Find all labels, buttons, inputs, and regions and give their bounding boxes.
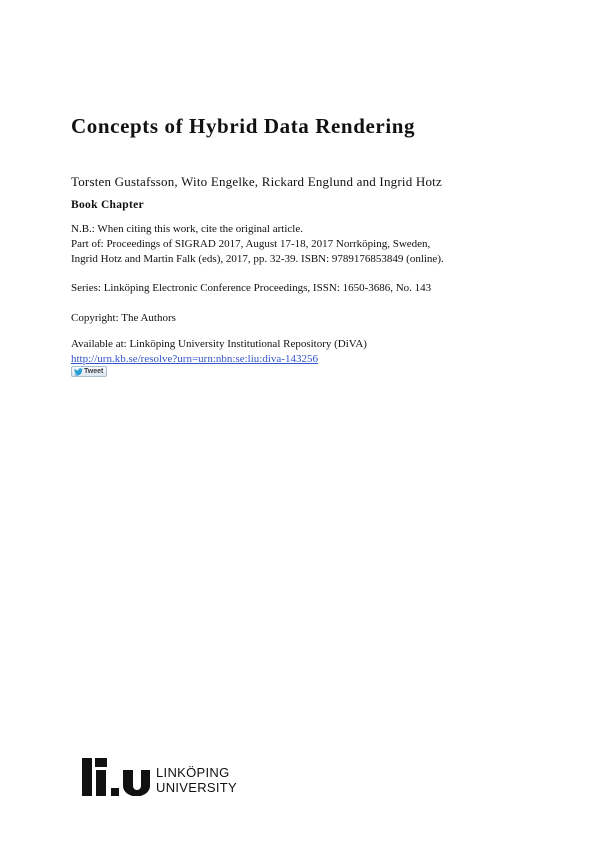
authors: Torsten Gustafsson, Wito Engelke, Rickard Englund and Ingrid Hotz — [71, 174, 442, 189]
copyright-info — [71, 311, 176, 326]
university-logo — [82, 758, 237, 796]
logo-line-2: UNIVERSITY — [156, 780, 238, 795]
availability-label: Available at: Linköping University Institutional Repository (DiVA) — [71, 338, 367, 350]
series-info — [71, 281, 431, 296]
document-title: Concepts of Hybrid Data Rendering — [71, 114, 416, 138]
series-text: Series: Linköping Electronic Conference Proceedings, ISSN: 1650-3686, No. 143 — [71, 282, 432, 294]
twitter-bird-icon — [74, 368, 83, 376]
logo-line-1: LINKÖPING — [156, 765, 230, 780]
part-of-line-1: Part of: Proceedings of SIGRAD 2017, August 17-18, 2017 Norrköping, Sweden, — [71, 238, 431, 250]
tweet-button[interactable] — [71, 366, 107, 377]
liu-logo-icon — [82, 758, 150, 796]
part-of-line-2: Ingrid Hotz and Martin Falk (eds), 2017, pp. 32-39. ISBN: 9789176853849 (online). — [71, 253, 444, 265]
document-type: Book Chapter — [71, 199, 144, 211]
copyright-text: Copyright: The Authors — [71, 312, 176, 324]
repository-link[interactable]: http://urn.kb.se/resolve?urn=urn:nbn:se:liu:diva-143256 — [71, 353, 318, 365]
citation-block — [71, 222, 444, 267]
tweet-label: Tweet — [84, 368, 104, 375]
logo-wordmark — [156, 765, 237, 795]
availability-block — [71, 337, 367, 367]
citation-note: N.B.: When citing this work, cite the original article. — [71, 223, 303, 235]
